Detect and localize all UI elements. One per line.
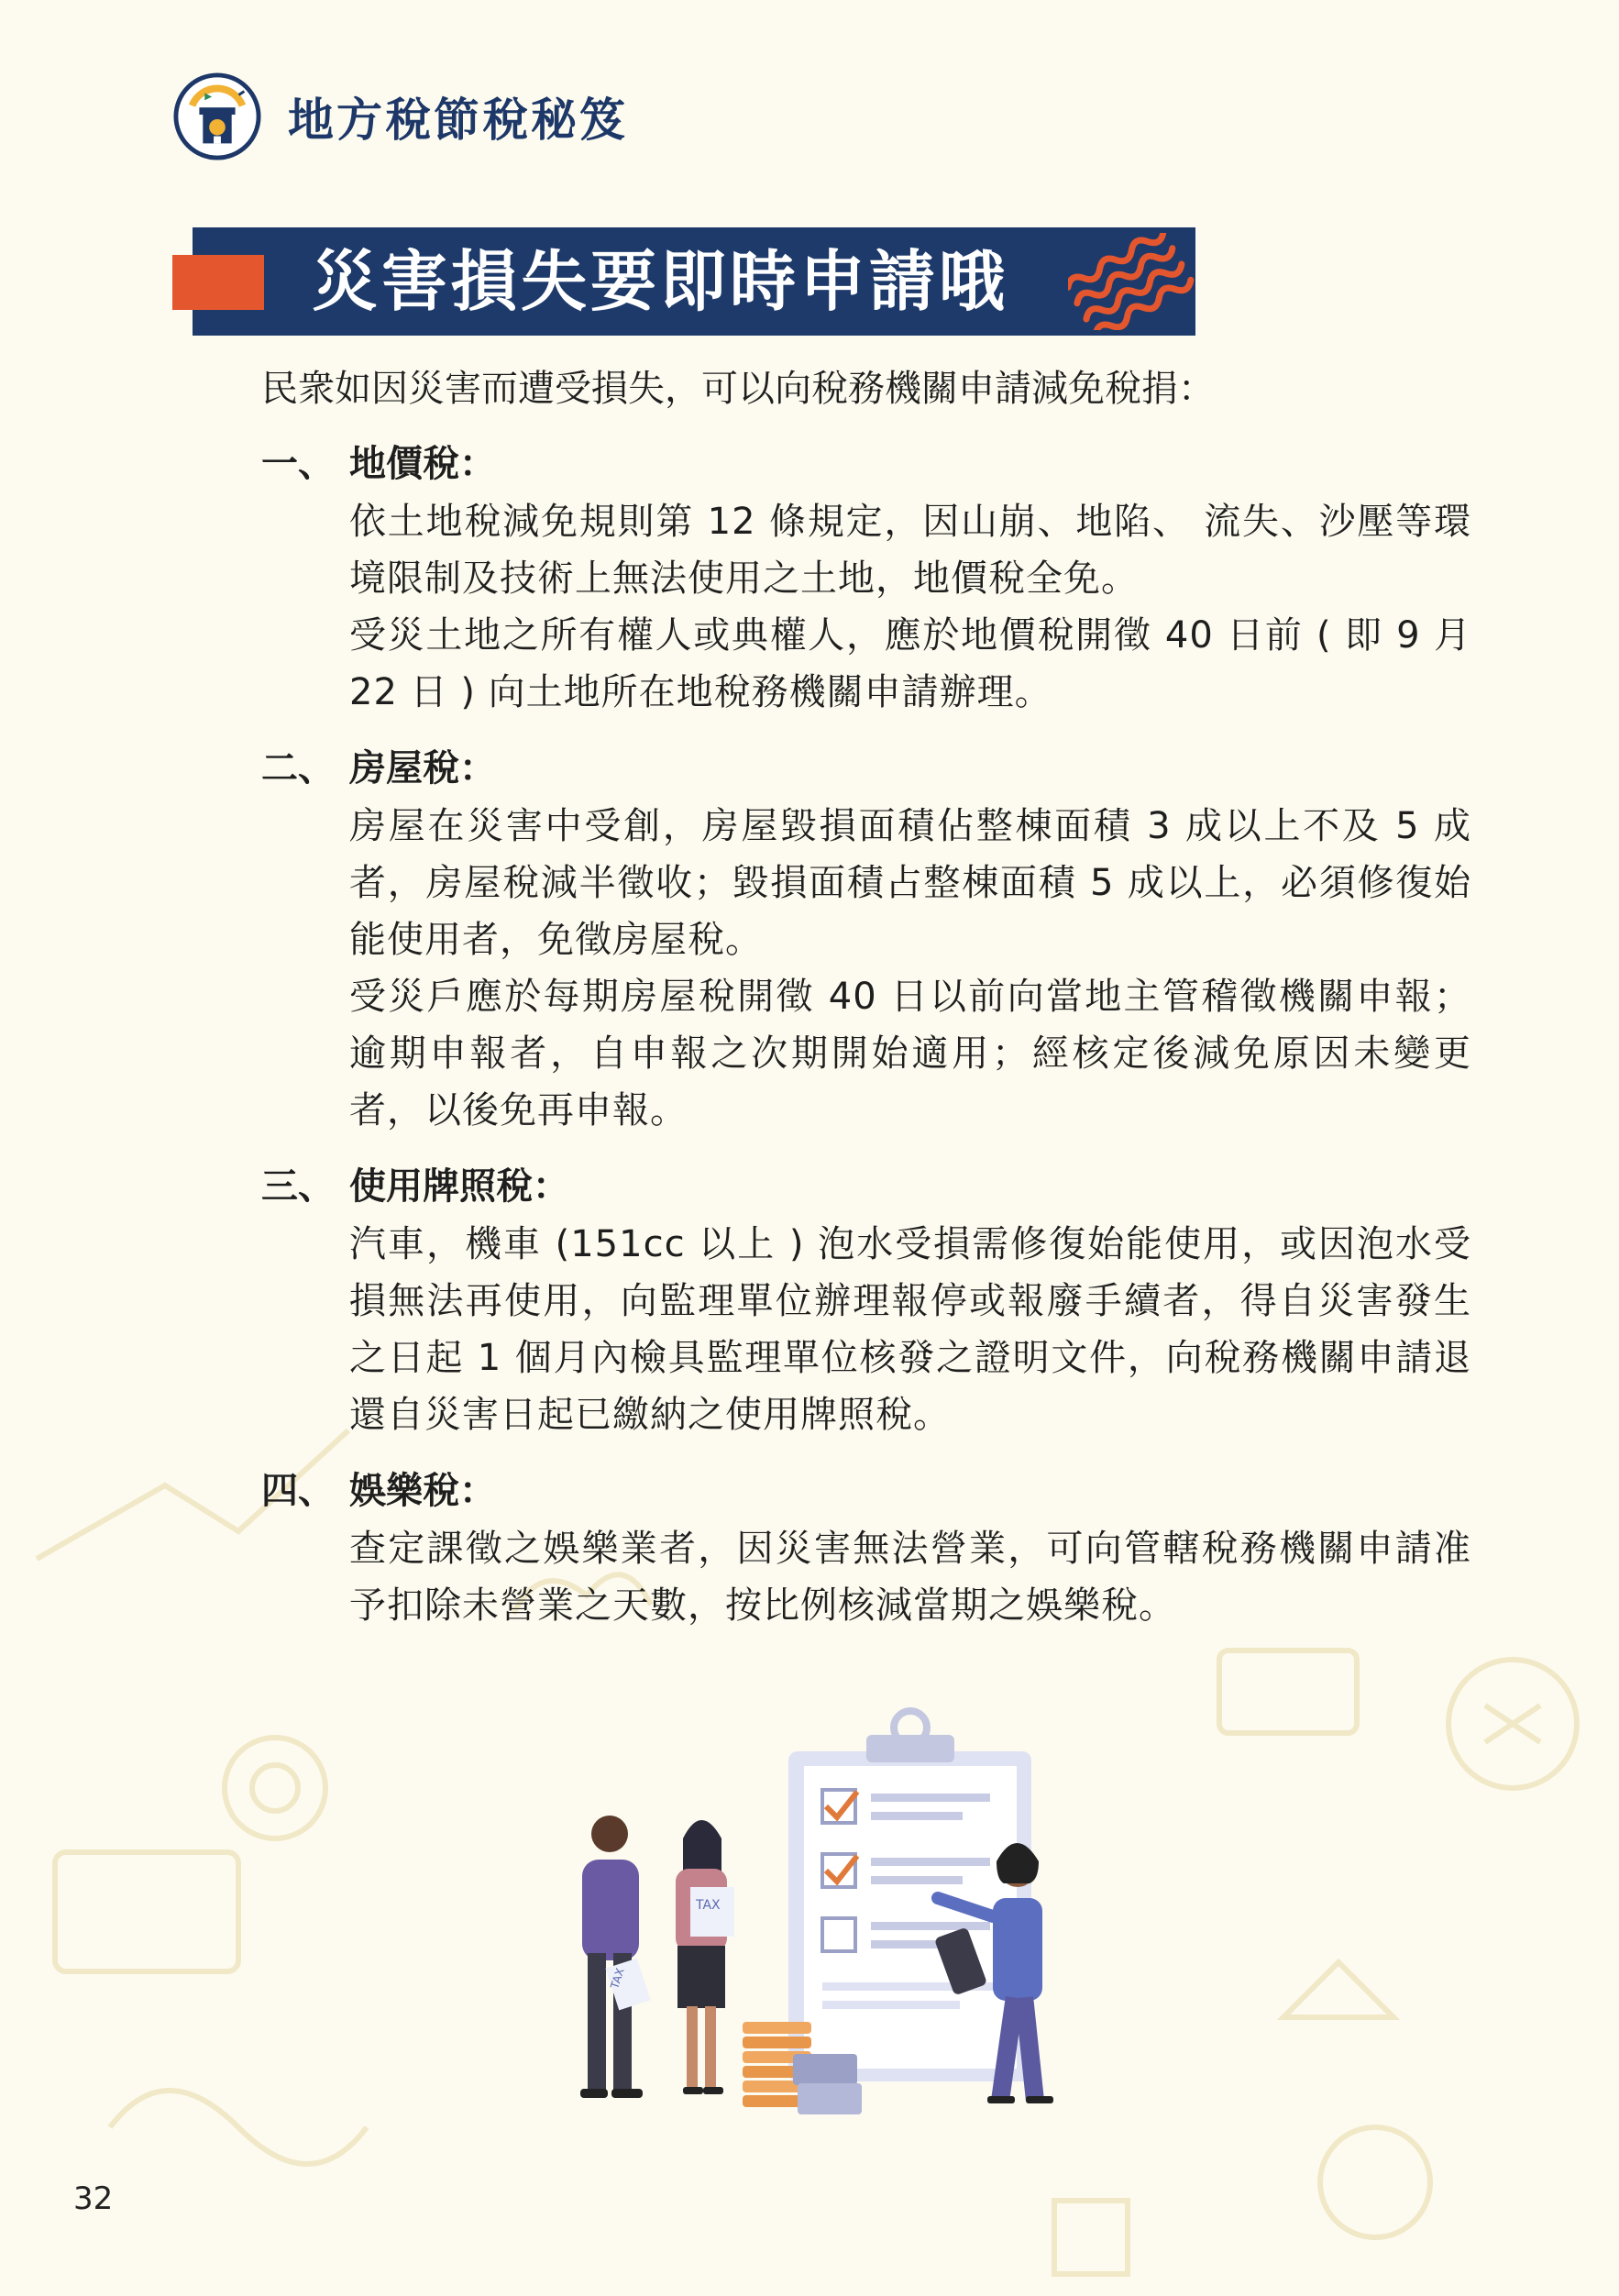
man-with-tax-paper-icon — [580, 1816, 651, 2098]
paragraph: 受災戶應於每期房屋稅開徵 40 日以前向當地主管稽徵機關申報；逾期申報者，自申報之次期開始適用；經核定後減免原因未變更者，以後免再申報。 — [349, 976, 1471, 1131]
tax-people-illustration — [555, 1705, 1086, 2136]
woman-with-tax-paper-icon — [676, 1820, 734, 2094]
section-entertainment-tax — [261, 1462, 1471, 1634]
section-heading — [261, 739, 1471, 798]
banner-title: 災害損失要即時申請哦 — [312, 243, 1009, 320]
section-number: 一、 — [261, 443, 335, 485]
section-number: 四、 — [261, 1470, 335, 1512]
banner-accent — [172, 255, 264, 310]
paragraph: 查定課徵之娛樂業者，因災害無法營業，可向管轄稅務機關申請准予扣除未營業之天數，按比例核減當期之娛樂稅。 — [349, 1528, 1471, 1627]
paragraph: 房屋在災害中受創，房屋毀損面積佔整棟面積 3 成以上不及 5 成者，房屋稅減半徵收；毀損面積占整棟面積 5 成以上，必須修復始能使用者，免徵房屋稅。 — [349, 805, 1471, 961]
header — [172, 66, 628, 167]
wave-decoration-icon — [1068, 233, 1195, 330]
section-title: 使用牌照稅： — [349, 1165, 569, 1208]
section-heading — [261, 435, 1471, 493]
page-number: 32 — [73, 2180, 114, 2217]
section-heading — [261, 1157, 1471, 1216]
section-house-tax — [261, 739, 1471, 1139]
main-content — [261, 359, 1471, 1652]
section-title: 房屋稅： — [349, 747, 496, 789]
section-banner — [193, 227, 1195, 336]
intro-text: 民衆如因災害而遭受損失，可以向稅務機關申請減免稅捐： — [261, 368, 1215, 410]
section-heading — [261, 1462, 1471, 1520]
paragraph: 依土地稅減免規則第 12 條規定，因山崩、地陷、 流失、沙壓等環境限制及技術上無法使用之土地，地價稅全免。 — [349, 501, 1471, 600]
clipboard-icon — [788, 1711, 1031, 2081]
section-vehicle-license-tax — [261, 1157, 1471, 1443]
paragraph: 汽車，機車 (151cc 以上 ) 泡水受損需修復始能使用，或因泡水受損無法再使用，向監理單位辦理報停或報廢手續者，得自災害發生之日起 1 個月內檢具監理單位核發之證明文件，向稅務機關申請退還自災害日起已繳納之使用牌照稅。 — [349, 1223, 1471, 1436]
keelung-logo-icon — [172, 72, 262, 161]
tax-label: TAX — [608, 1966, 627, 1991]
tax-label: TAX — [696, 1898, 721, 1913]
section-number: 三、 — [261, 1165, 335, 1208]
header-title: 地方稅節稅秘笈 — [288, 94, 628, 147]
section-number: 二、 — [261, 747, 335, 789]
section-title: 娛樂稅： — [349, 1470, 496, 1512]
section-title: 地價稅： — [349, 443, 496, 485]
paragraph: 受災土地之所有權人或典權人，應於地價稅開徵 40 日前 ( 即 9 月 22 日 ) 向土地所在地稅務機關申請辦理。 — [349, 614, 1471, 713]
section-land-value-tax — [261, 435, 1471, 721]
